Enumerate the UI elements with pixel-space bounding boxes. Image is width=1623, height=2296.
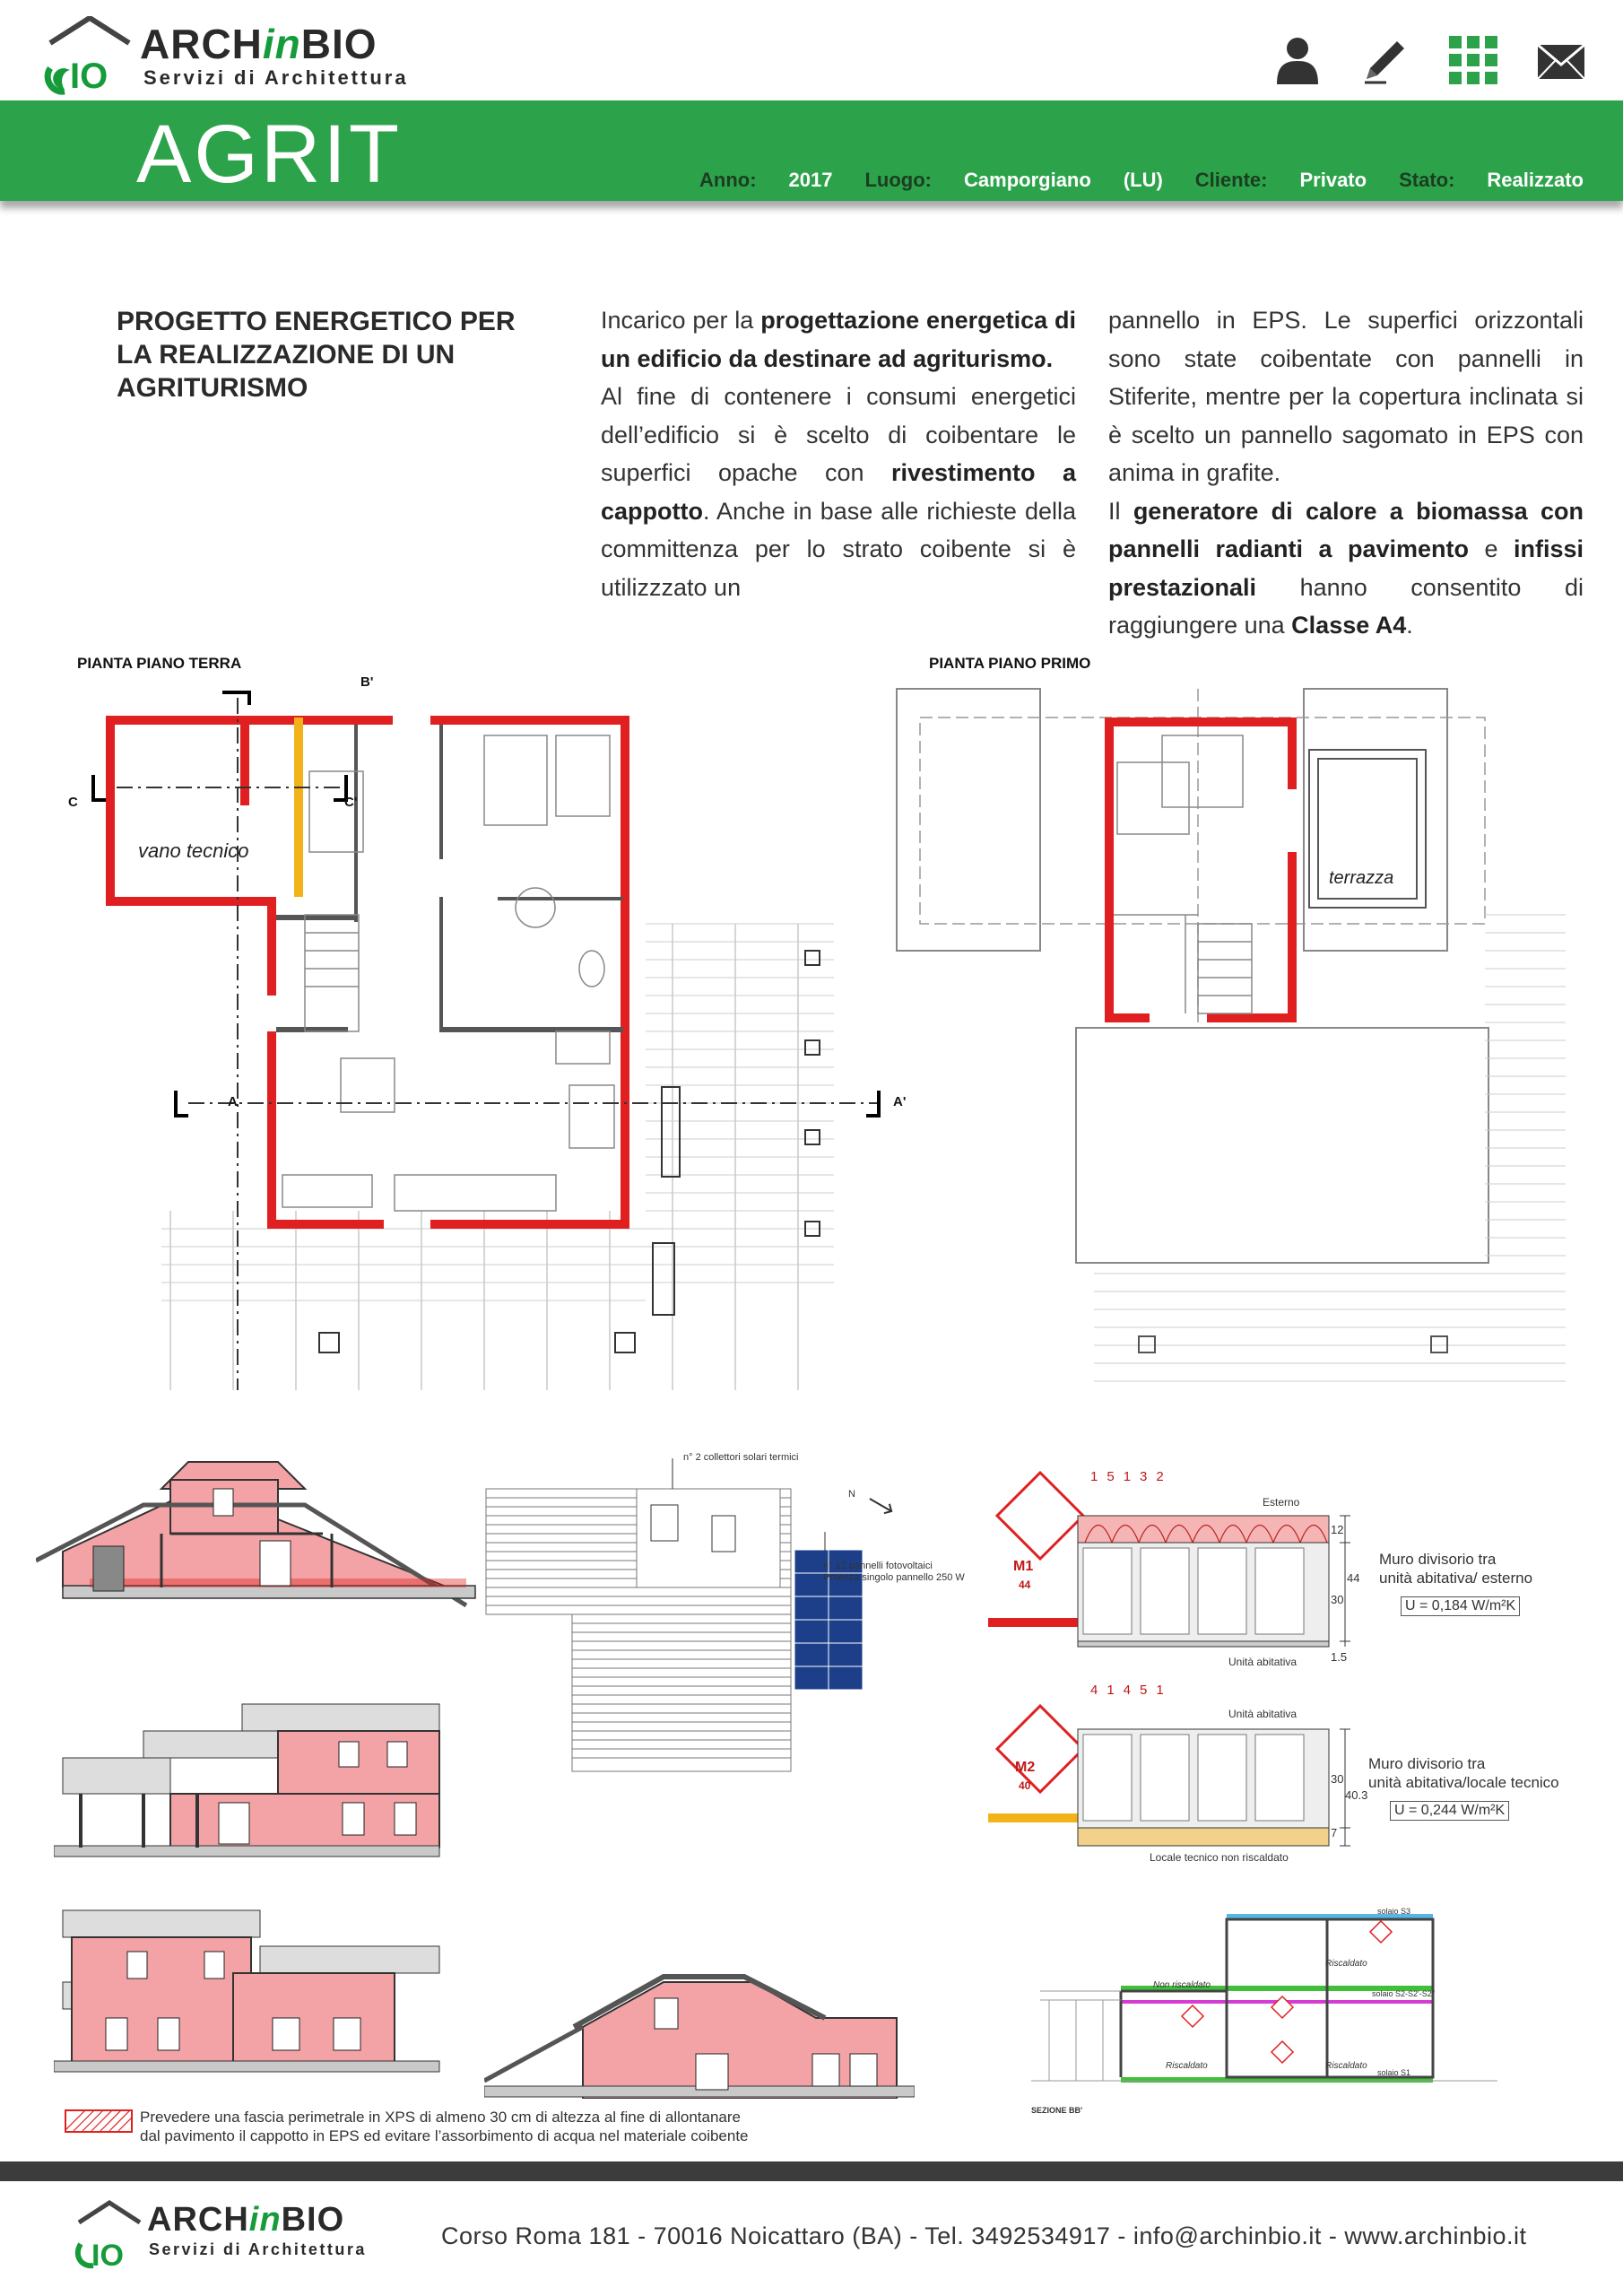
legend-line-1: Prevedere una fascia perimetrale in XPS di almeno 30 cm di altezza al fine di allontanare <box>140 2109 741 2126</box>
m1-dim-30: 30 <box>1331 1593 1344 1606</box>
ground-floor-plan <box>54 673 888 1408</box>
riscaldato-upper-label: Riscaldato <box>1325 1959 1367 1969</box>
p4-a: Il <box>1108 497 1133 525</box>
m2-dim-403: 40.3 <box>1345 1788 1368 1802</box>
room-vano-tecnico: vano tecnico <box>138 839 249 862</box>
solaio-s1-label: solaio S1 <box>1377 2068 1411 2077</box>
m2-description: Muro divisorio tra unità abitativa/locale tecnico <box>1368 1755 1559 1791</box>
roof-plan <box>484 1453 986 1776</box>
pv-note-line2: Potenza singolo pannello 250 W <box>823 1572 965 1583</box>
footer-divider <box>0 2161 1623 2181</box>
legend-note <box>140 2108 749 2145</box>
section-bb-drawing <box>1031 1901 1497 2117</box>
p4-b: generatore di calore a biomassa con pannelli radianti a pavimento <box>1108 497 1584 562</box>
top-nav <box>1271 34 1587 86</box>
m1-layer-numbers: 15132 <box>1090 1469 1173 1484</box>
pv-note <box>823 1561 965 1584</box>
section-a-label: A <box>228 1094 238 1109</box>
p4-c: e <box>1469 535 1514 562</box>
p1-text: Incarico per la <box>601 307 761 334</box>
section-c2-label: C' <box>344 795 358 810</box>
intro-column-2 <box>1108 301 1584 645</box>
solaio-s2-label: solaio S2-S2'-S2'' <box>1372 1989 1436 1998</box>
elevation-south <box>36 1453 484 1659</box>
riscaldato-left-label: Riscaldato <box>1166 2061 1208 2071</box>
elevation-west <box>54 1901 448 2081</box>
m2-dim-7: 7 <box>1331 1826 1338 1839</box>
legend-line-2: dal pavimento il cappotto in EPS ed evitare l’assorbimento di acqua nel materiale coibente <box>140 2127 749 2144</box>
luogo-label: Luogo: <box>864 169 933 191</box>
p4-g: . <box>1406 612 1413 639</box>
xps-hatch-swatch <box>65 2109 133 2133</box>
stato-value: Realizzato <box>1487 169 1584 191</box>
brand-subtitle: Servizi di Architettura <box>143 66 409 89</box>
m1-tag: M1 <box>1013 1559 1034 1574</box>
elevation-north <box>484 1955 915 2099</box>
footer-logo[interactable] <box>74 2199 396 2271</box>
m2-layer-numbers: 41451 <box>1090 1683 1173 1698</box>
m2-u-value: U = 0,244 W/m²K <box>1390 1801 1509 1821</box>
m1-dim-44: 44 <box>1347 1571 1360 1585</box>
non-riscaldato-label: Non riscaldato <box>1153 1980 1211 1990</box>
title-band <box>0 100 1623 201</box>
anno-value: 2017 <box>788 169 833 191</box>
p4-d: infissi prestazionali <box>1108 535 1584 601</box>
m2-thickness: 40 <box>1019 1779 1031 1792</box>
solar-thermal-note: n° 2 collettori solari termici <box>683 1452 799 1463</box>
section-c-label: C <box>68 795 78 810</box>
riscaldato-right-label: Riscaldato <box>1325 2061 1367 2071</box>
section-b-label: B' <box>360 674 374 690</box>
p3-text: pannello in EPS. Le superfici orizzontali sono state coibentate con pannelli in Stiferite, mentre per la copertura inclinata si è scelto un pannello sagomato in EPS con anima in grafite. <box>1108 307 1584 486</box>
page-header <box>0 0 1623 100</box>
m2-tag: M2 <box>1015 1760 1036 1775</box>
elevation-east <box>54 1686 448 1874</box>
svg-text:IO: IO <box>70 57 108 96</box>
m2-top-label: Unità abitativa <box>1228 1708 1298 1720</box>
section-a2-label: A' <box>893 1094 907 1109</box>
grid-icon[interactable] <box>1447 34 1499 86</box>
first-floor-plan <box>893 682 1575 1399</box>
project-meta <box>699 169 1584 192</box>
intro-heading: PROGETTO ENERGETICO PER LA REALIZZAZIONE DI UN AGRITURISMO <box>117 307 516 403</box>
ground-plan-label: PIANTA PIANO TERRA <box>77 655 242 672</box>
cliente-label: Cliente: <box>1194 169 1268 191</box>
user-icon[interactable] <box>1271 34 1324 86</box>
p2-text-end: . Anche in base alle richieste della committenza per lo strato coibente si è utilizzzato un <box>601 497 1076 601</box>
m1-dim-15: 1.5 <box>1331 1650 1348 1664</box>
section-bb-label: SEZIONE BB' <box>1031 2106 1083 2115</box>
project-title: AGRIT <box>136 109 403 200</box>
m1-description: Muro divisorio tra unità abitativa/ esterno <box>1379 1551 1533 1587</box>
m1-dim-12: 12 <box>1331 1523 1344 1536</box>
footer-brand-name: ARCHinBIO <box>147 2201 345 2239</box>
brand-logo[interactable] <box>43 16 456 97</box>
pencil-icon[interactable] <box>1359 34 1411 86</box>
p4-f: Classe A4 <box>1291 612 1407 639</box>
brand-name: ARCHinBIO <box>140 21 378 67</box>
footer-brand-subtitle: Servizi di Architettura <box>149 2240 367 2258</box>
stato-label: Stato: <box>1399 169 1455 191</box>
m1-thickness: 44 <box>1019 1578 1031 1591</box>
intro-column-1 <box>601 301 1076 606</box>
p1-bold: progettazione energetica di un edificio da destinare ad agriturismo. <box>601 307 1076 372</box>
luogo-value: Camporgiano <box>964 169 1091 191</box>
mail-icon[interactable] <box>1535 34 1587 86</box>
footer-logo-house-icon <box>74 2199 145 2271</box>
m1-outside-label: Esterno <box>1263 1496 1300 1509</box>
p2-text: Al fine di contenere i consumi energetici dell’edificio si è scelto di coibentare le superfici opache con <box>601 383 1076 486</box>
footer-address: Corso Roma 181 - 70016 Noicattaro (BA) - Tel. 3492534917 - info@archinbio.it - www.archinbio.it <box>441 2222 1527 2249</box>
provincia-value: (LU) <box>1123 169 1163 191</box>
solaio-s3-label: solaio S3 <box>1377 1907 1411 1916</box>
m1-u-value: U = 0,184 W/m²K <box>1401 1596 1520 1616</box>
room-terrazza: terrazza <box>1329 868 1394 888</box>
m2-dim-30: 30 <box>1331 1772 1344 1786</box>
logo-house-icon <box>43 16 142 97</box>
m2-wall-section <box>1076 1718 1354 1862</box>
m1-inside-label: Unità abitativa <box>1228 1656 1298 1668</box>
svg-text:IO: IO <box>91 2239 124 2271</box>
m1-wall-section <box>1076 1489 1354 1659</box>
pv-note-line1: n° 12 pannelli fotovoltaici <box>823 1561 933 1571</box>
m2-bottom-label: Locale tecnico non riscaldato <box>1150 1851 1289 1864</box>
p2-bold: rivestimento a cappotto <box>601 459 1076 525</box>
cliente-value: Privato <box>1299 169 1367 191</box>
first-plan-label: PIANTA PIANO PRIMO <box>929 655 1091 672</box>
north-arrow-label: N <box>848 1489 855 1500</box>
anno-label: Anno: <box>699 169 757 191</box>
p4-e: hanno consentito di raggiungere una <box>1108 573 1584 639</box>
